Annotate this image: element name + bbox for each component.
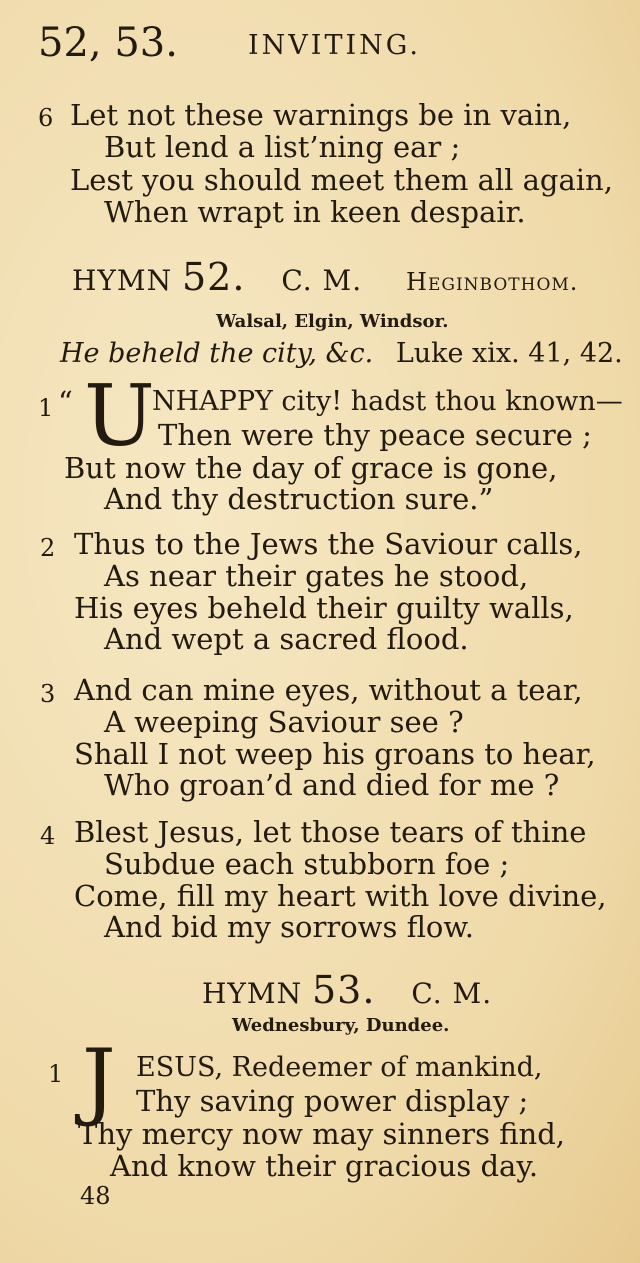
hymn-meter: C. M. [281,264,363,297]
scripture-text: He beheld the city, &c. [60,338,374,369]
hymn-meter: C. M. [411,977,493,1010]
verse-line: Thy mercy now may sinners find, [78,1117,565,1151]
hymn-number: 52. [181,255,246,299]
verse-line: Let not these warnings be in vain, [70,98,572,132]
verse-number: 3 [40,680,56,708]
scripture-reference [60,338,623,369]
open-quote: “ [58,385,73,419]
verse-line: Subdue each stubborn foe ; [104,847,510,881]
verse-line: As near their gates he stood, [104,559,529,593]
hymn-label: HYMN [202,977,303,1010]
tune-names: Wednesbury, Dundee. [232,1015,450,1036]
verse-line: But lend a list’ning ear ; [104,130,461,164]
verse-line: And know their gracious day. [110,1149,539,1183]
verse-number: 4 [40,822,56,850]
verse-line: Who groan’d and died for me ? [104,768,560,802]
verse-line: And wept a sacred flood. [104,622,469,656]
scripture-citation: Luke xix. 41, 42. [395,338,623,369]
verse-line: NHAPPY city! hadst thou known— [152,386,623,417]
verse-line: Come, fill my heart with love divine, [74,879,607,913]
verse-line: When wrapt in keen despair. [104,195,526,229]
verse-line: Thus to the Jews the Saviour calls, [74,527,583,561]
verse-line: And bid my sorrows flow. [104,910,474,944]
drop-capital: U [84,367,155,465]
verse-line: Then were thy peace secure ; [158,418,592,452]
verse-line: Shall I not weep his groans to hear, [74,737,596,771]
page-number: 48 [80,1182,111,1210]
verse-number: 6 [38,104,54,132]
verse-line: And thy destruction sure.” [104,482,494,516]
verse-line: Lest you should meet them all again, [70,163,613,197]
verse-line: Blest Jesus, let those tears of thine [74,815,587,849]
hymn-heading [202,968,492,1012]
header-section-title: INVITING. [248,30,421,61]
tune-names: Walsal, Elgin, Windsor. [216,311,449,332]
verse-number: 2 [40,534,56,562]
hymn-heading [72,255,578,299]
hymn-author: Heginbothom. [406,268,579,296]
verse-line: And can mine eyes, without a tear, [74,673,583,707]
hymn-number: 53. [311,968,376,1012]
hymn-label: HYMN [72,264,173,297]
header-hymn-numbers: 52, 53. [38,20,178,66]
verse-line: ESUS, Redeemer of mankind, [136,1052,543,1083]
verse-line: A weeping Saviour see ? [104,705,464,739]
verse-line: His eyes beheld their guilty walls, [74,591,574,625]
verse-line: But now the day of grace is gone, [64,451,558,485]
verse-number: 1 [38,394,54,422]
verse-number: 1 [48,1060,64,1088]
drop-capital: J [82,1031,116,1129]
verse-line: Thy saving power display ; [136,1084,529,1118]
